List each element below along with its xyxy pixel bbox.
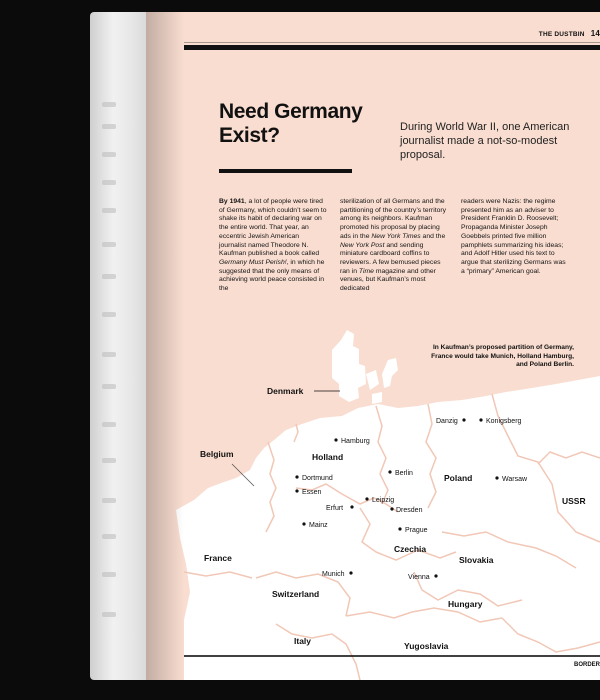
headline-underline (219, 169, 352, 173)
munich-dot (349, 571, 352, 574)
essen-dot (295, 489, 298, 492)
vienna-dot (434, 574, 437, 577)
body-text: and sending miniature cardboard coffins to reviewers. A few bemused pieces ran in (340, 241, 441, 275)
holland-label: Holland (312, 452, 344, 462)
footer-label: BORDER (573, 662, 600, 668)
belgium-label: Belgium (200, 449, 234, 459)
body-column-1 (219, 198, 327, 294)
denmark-islands (366, 370, 382, 404)
hamburg-dot (334, 438, 337, 441)
konigsberg-dot (479, 418, 482, 421)
book-title: Germany Must Perish! (219, 258, 287, 266)
hungary-label: Hungary (448, 599, 483, 609)
article-dek: During World War II, one American journalist made a not-so-modest proposal. (400, 121, 570, 161)
denmark-label: Denmark (267, 386, 304, 396)
danzig-dot (462, 418, 465, 421)
danzig-label: Danzig (436, 418, 458, 425)
erfurt-label: Erfurt (326, 505, 344, 512)
leipzig-label: Leipzig (372, 497, 395, 504)
body-text: magazine and other venues, but Kaufman’s most dedicated (340, 267, 436, 293)
header-rule (184, 45, 600, 50)
magazine-page (146, 12, 600, 680)
munich-label: Munich (322, 571, 345, 578)
leipzig-dot (365, 497, 368, 500)
publication-title: Time (358, 267, 374, 275)
italy-label: Italy (294, 636, 312, 646)
poland-label: Poland (444, 473, 473, 483)
body-text: , a lot of people were tired of Germany, which couldn’t seem to shake its habit of declaring war on the entire world. That year, an eccentric Jewish American journalist named Theodore N. Kaufman published a book called (219, 198, 327, 258)
page-number: 14 (590, 29, 600, 38)
dresden-label: Dresden (396, 507, 423, 514)
prague-label: Prague (405, 527, 428, 534)
europe-mainland (176, 376, 600, 680)
dortmund-dot (295, 475, 298, 478)
dresden-dot (390, 507, 393, 510)
warsaw-label: Warsaw (502, 476, 528, 483)
article-headline: Need Germany Exist? (219, 100, 363, 147)
vienna-label: Vienna (408, 574, 430, 581)
berlin-label: Berlin (395, 470, 413, 477)
body-column-2 (340, 198, 448, 294)
body-column-3: readers were Nazis: the regime presented him as an adviser to President Franklin D. Roosevelt; Propaganda Minister Joseph Goebbels printed five million pamphlets summarizing his ideas; and Adolf Hitler used his text to argue that sterilizing Germans was a “primary” American goal. (461, 198, 566, 275)
section-name: THE DUSTBIN (538, 31, 585, 38)
warsaw-dot (495, 476, 498, 479)
body-text: and the (420, 232, 446, 240)
lead-in: By 1941 (219, 198, 245, 205)
erfurt-dot (350, 505, 353, 508)
mainz-label: Mainz (309, 522, 328, 529)
left-page-edge (90, 12, 148, 680)
france-label: France (204, 553, 232, 563)
hamburg-label: Hamburg (341, 438, 370, 445)
header-thin-rule (184, 42, 600, 43)
body-text: sterilization of all Germans and the partitioning of the country’s territory among its neighbors. Kaufman promoted his proposal by placing ads in the (340, 198, 447, 240)
konigsberg-label: Konigsberg (486, 418, 522, 425)
mainz-dot (302, 522, 305, 525)
slovakia-label: Slovakia (459, 555, 494, 565)
yugoslavia-label: Yugoslavia (404, 641, 449, 651)
body-text: , in which he suggested that the only means of achieving world peace consisted in the (219, 258, 325, 293)
running-head (539, 29, 600, 38)
ussr-label: USSR (562, 496, 586, 506)
czechia-label: Czechia (394, 544, 427, 554)
map-caption: In Kaufman’s proposed partition of Germany, France would take Munich, Holland Hamburg, and Poland Berlin. (431, 344, 574, 369)
publication-title: New York Times (371, 232, 421, 240)
switzerland-label: Switzerland (272, 589, 320, 599)
publication-title: New York Post (340, 241, 385, 249)
prague-dot (398, 527, 401, 530)
dortmund-label: Dortmund (302, 475, 333, 482)
essen-label: Essen (302, 489, 322, 496)
footer-rule (184, 655, 600, 657)
berlin-dot (388, 470, 391, 473)
scandinavia-edge (382, 358, 398, 388)
